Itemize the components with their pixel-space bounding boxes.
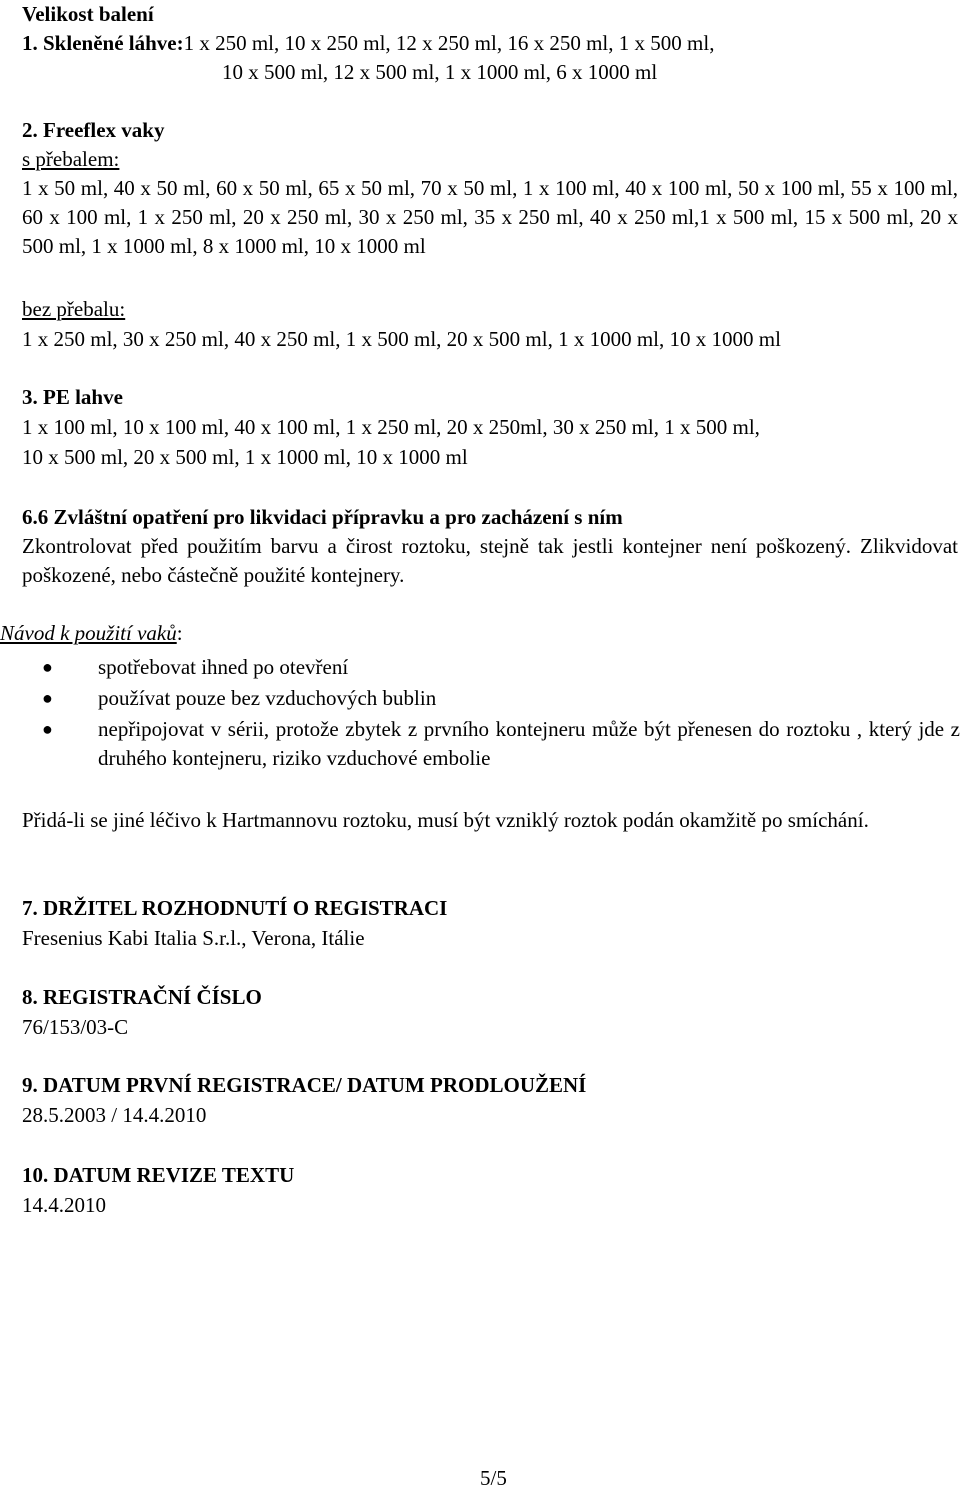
no-overwrap-label: bez přebalu:	[22, 297, 126, 321]
section-6-6-heading: 6.6 Zvláštní opatření pro likvidaci přípravku a pro zacházení s ním	[22, 505, 623, 529]
bullet-icon: ●	[42, 688, 53, 708]
pe-bottles-label: 3. PE lahve	[22, 385, 123, 409]
list-item	[22, 684, 960, 713]
bag-instructions-title: Návod k použití vaků	[0, 621, 177, 645]
section-7-text: Fresenius Kabi Italia S.r.l., Verona, Itálie	[22, 926, 365, 950]
pe-bottles-sizes-1: 1 x 100 ml, 10 x 100 ml, 40 x 100 ml, 1 x 250 ml, 20 x 250ml, 30 x 250 ml, 1 x 500 ml,	[22, 415, 760, 439]
overwrap-label: s přebalem:	[22, 147, 120, 171]
glass-bottles-label: 1. Skleněné láhve:	[22, 31, 184, 55]
list-item-text: spotřebovat ihned po otevření	[98, 655, 349, 679]
bag-instructions-heading	[0, 619, 183, 648]
packaging-heading: Velikost balení	[22, 2, 154, 26]
section-10-heading: 10. DATUM REVIZE TEXTU	[22, 1163, 295, 1187]
freeflex-label: 2. Freeflex vaky	[22, 118, 165, 142]
section-9-heading: 9. DATUM PRVNÍ REGISTRACE/ DATUM PRODLOUŽENÍ	[22, 1073, 587, 1097]
section-10-text: 14.4.2010	[22, 1193, 106, 1217]
bullet-icon: ●	[42, 719, 53, 739]
section-8-text: 76/153/03-C	[22, 1015, 129, 1039]
no-overwrap-sizes: 1 x 250 ml, 30 x 250 ml, 40 x 250 ml, 1 x 500 ml, 20 x 500 ml, 1 x 1000 ml, 10 x 1000 ml	[22, 327, 781, 351]
list-item-text: používat pouze bez vzduchových bublin	[98, 686, 437, 710]
overwrap-sizes: 1 x 50 ml, 40 x 50 ml, 60 x 50 ml, 65 x 50 ml, 70 x 50 ml, 1 x 100 ml, 40 x 100 ml, 50 x 100 ml, 55 x 100 ml, 60 x 100 ml, 1 x 250 ml, 20 x 250 ml, 30 x 250 ml, 35 x 250 ml, 40 x 250 ml,1 x 500 ml, 15 x 500 ml, 20 x 500 ml, 1 x 1000 ml, 8 x 1000 ml, 10 x 1000 ml	[22, 176, 958, 258]
glass-bottles-sizes-1: 1 x 250 ml, 10 x 250 ml, 12 x 250 ml, 16 x 250 ml, 1 x 500 ml,	[183, 31, 715, 55]
page-number: 5/5	[480, 1466, 507, 1490]
bag-instructions-colon: :	[176, 621, 183, 645]
list-item	[22, 653, 960, 682]
section-9-text: 28.5.2003 / 14.4.2010	[22, 1103, 207, 1127]
bullet-icon: ●	[42, 657, 53, 677]
section-8-heading: 8. REGISTRAČNÍ ČÍSLO	[22, 985, 262, 1009]
list-item	[22, 715, 960, 775]
section-7-heading: 7. DRŽITEL ROZHODNUTÍ O REGISTRACI	[22, 896, 448, 920]
glass-bottles-sizes-2: 10 x 500 ml, 12 x 500 ml, 1 x 1000 ml, 6 x 1000 ml	[222, 60, 658, 84]
mixing-note: Přidá-li se jiné léčivo k Hartmannovu roztoku, musí být vzniklý roztok podán okamžitě po smíchání.	[22, 808, 869, 832]
glass-bottles-line1	[22, 29, 714, 58]
section-6-6-text: Zkontrolovat před použitím barvu a čirost roztoku, stejně tak jestli kontejner není poškozený. Zlikvidovat poškozené, nebo částečně použité kontejnery.	[22, 534, 958, 587]
pe-bottles-sizes-2: 10 x 500 ml, 20 x 500 ml, 1 x 1000 ml, 10 x 1000 ml	[22, 445, 468, 469]
list-item-text: nepřipojovat v sérii, protože zbytek z prvního kontejneru může být přenesen do roztoku , který jde z druhého kontejneru, riziko vzduchové embolie	[98, 717, 960, 770]
